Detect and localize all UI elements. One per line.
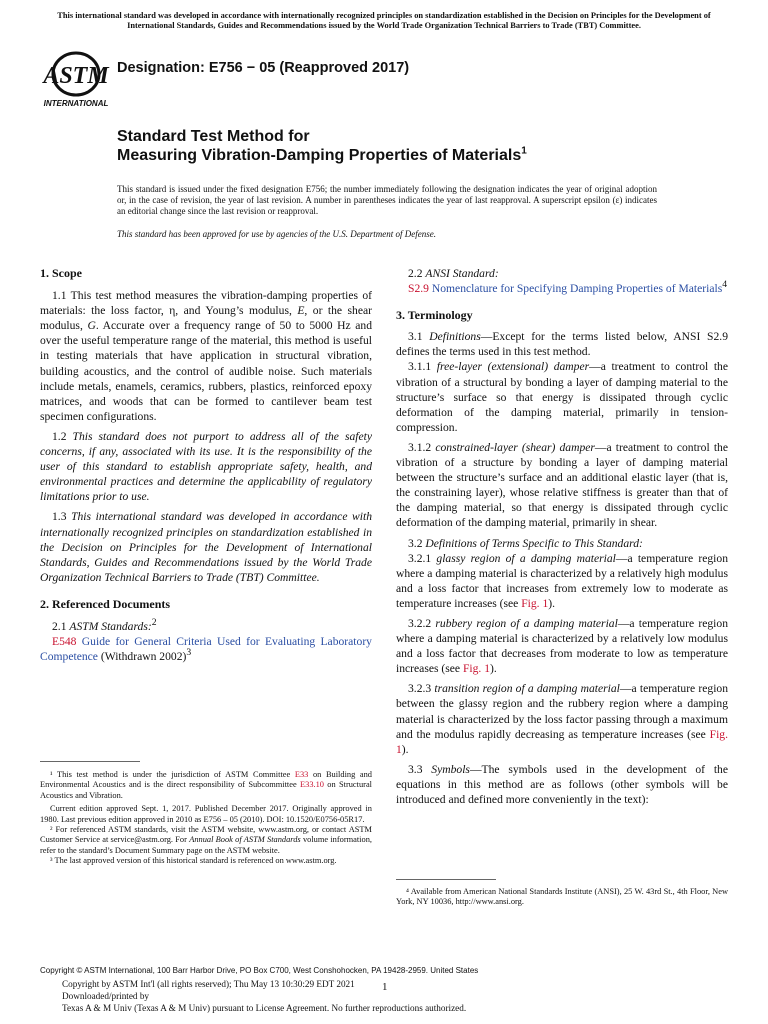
para-3-1-2: 3.1.2 constrained-layer (shear) damper—a treatment to control the vibration of a structure by bonding a layer of damping material between the structure’s surface and an additional elastic layer (that is, the constraining layer), whose relative stiffness is greater than that of the damping material, so that energy is dissipated through cyclic deformation of the damping material, primarily in shear.	[396, 440, 728, 530]
e33-link[interactable]: E33	[294, 770, 309, 779]
astm-logo-icon	[40, 50, 112, 108]
e548-link[interactable]: E548	[52, 635, 77, 649]
download-notice	[62, 978, 466, 1015]
download-line-2: Downloaded/printed by	[62, 991, 150, 1002]
title-text: Measuring Vibration-Damping Properties of Materials	[117, 147, 522, 164]
copyright-line: Copyright © ASTM International, 100 Barr Harbor Drive, PO Box C700, West Conshohocken, PA 19428-2959. United States	[40, 966, 479, 975]
footnote-rule-left	[40, 761, 140, 762]
e548-title-link[interactable]: Guide for General Criteria Used for Evaluating Laboratory Competence	[40, 635, 372, 664]
right-column	[396, 266, 728, 807]
para-1-2: 1.2 This standard does not purport to address all of the safety concerns, if any, associated with its use. It is the responsibility of the user of this standard to establish appropriate safety, health, and environmental practices and determine the applicability of regulatory limitations prior to use.	[40, 429, 373, 504]
fig-1-link[interactable]: Fig. 1	[462, 662, 491, 676]
fig-1-link[interactable]: Fig. 1	[521, 596, 549, 610]
right-footnotes	[396, 887, 728, 908]
left-footnotes	[40, 770, 372, 867]
title-line-2	[117, 147, 527, 165]
download-line-3: Texas A & M Univ (Texas A & M Univ) pursuant to License Agreement. No further reproductions authorized.	[62, 1003, 467, 1014]
para-2-1: 2.1 ASTM Standards:$^2$	[52, 617, 157, 633]
standard-note: This standard is issued under the fixed designation E756; the number immediately following the designation indicates the year of original adoption or, in the case of revision, the year of last revision. A number in parentheses indicates the year of last reapproval. A superscript epsilon (ε) indicates an editorial change since the last revision or reapproval.	[117, 184, 657, 216]
footnote-1-edition: Current edition approved Sept. 1, 2017. Published December 2017. Originally approved in 1980. Last previous edition approved in 2010 as E756 – 05 (2010). DOI: 10.1520/E0756-05R17.	[40, 804, 372, 824]
page-number: 1	[382, 981, 388, 993]
s2-9-link[interactable]: S2.9	[408, 282, 429, 296]
section-1-heading: 1. Scope	[40, 266, 82, 280]
intro-note: This international standard was developed in accordance with internationally recognized principles on standardization established in the Decision on Principles for the Development of International Standards, Guides and Recommendations issued by the World Trade Organization Technical Barriers to Trade (TBT) Committee.	[57, 11, 711, 31]
dod-note: This standard has been approved for use by agencies of the U.S. Department of Defense.	[117, 229, 437, 239]
section-2-heading: 2. Referenced Documents	[40, 596, 171, 611]
logo-letters: ASTM	[43, 63, 109, 89]
title-line-1: Standard Test Method for	[117, 128, 310, 145]
para-2-2: 2.2 ANSI Standard:	[408, 267, 499, 280]
footnote-1: ¹ This test method is under the jurisdiction of ASTM Committee E33 on Building and Environmental Acoustics and is the direct responsibility of Subcommittee E33.10 on Structural Acoustics and Vibration.	[40, 770, 372, 800]
footnote-2: ² For referenced ASTM standards, visit the ASTM website, www.astm.org, or contact ASTM Customer Service at service@astm.org. For Annual Book of ASTM Standards volume information, refer to the standard’s Document Summary page on the ASTM website.	[40, 825, 372, 855]
para-3-3: 3.3 Symbols—The symbols used in the development of the equations in this method are as follows (other symbols will be introduced and defined more conveniently in the text):	[396, 762, 728, 806]
footnote-rule-right	[396, 879, 496, 880]
download-line-1: Copyright by ASTM Int'l (all rights reserved); Thu May 13 10:30:29 EDT 2021	[62, 979, 355, 989]
ref-e548: E548 Guide for General Criteria Used for Evaluating Laboratory Competence (Withdrawn 2002)$^3$	[40, 635, 372, 664]
astm-logo	[40, 50, 112, 108]
section-3-heading: 3. Terminology	[396, 308, 473, 323]
para-3-1-1: 3.1.1 free-layer (extensional) damper—a treatment to control the vibration of a structural by bonding a layer of damping material to the structure’s surface so that energy is dissipated through cyclic deformation of the damping material, primarily in tension-compression.	[396, 360, 728, 434]
footnote-3: ³ The last approved version of this historical standard is referenced on www.astm.org.	[50, 856, 337, 866]
para-3-2-2: 3.2.2 rubbery region of a damping material—a temperature region where a damping material is characterized by a relatively low modulus and a loss factor that decreases from moderate to low as temperature increases (see Fig. 1).	[396, 616, 728, 676]
left-column	[40, 266, 372, 664]
footnote-4: ⁴ Available from American National Standards Institute (ANSI), 25 W. 43rd St., 4th Floor, New York, NY 10036, http://www.ansi.org.	[396, 887, 728, 907]
ref-s2-9: S2.9 Nomenclature for Specifying Damping Properties of Materials$^4$	[408, 279, 728, 296]
fig-1-link[interactable]: Fig. 1	[396, 727, 728, 756]
para-1-3: 1.3 This international standard was developed in accordance with internationally recognized principles on standardization established in the Decision on Principles for the Development of International Standards, Guides and Recommendations issued by the World Trade Organization Technical Barriers to Trade (TBT) Committee.	[40, 510, 372, 584]
para-3-2: 3.2 Definitions of Terms Specific to This Standard:	[408, 536, 643, 550]
title-footnote-ref: 1	[521, 145, 527, 157]
para-1-1: 1.1 This test method measures the vibration-damping properties of materials: the loss factor, η, and Young’s modulus, E, or the shear modulus, G. Accurate over a frequency range of 50 to 5000 Hz and over the useful temperature range of the material, this method is useful in testing materials that have application in structural vibration, building acoustics, and the control of audible noise. Such materials include metals, enamels, ceramics, rubbers, plastics, reinforced epoxy matrices, and woods that can be formed to cantilever beam test specimen configurations.	[40, 289, 372, 423]
s2-9-title-link[interactable]: Nomenclature for Specifying Damping Properties of Materials	[431, 282, 723, 296]
designation: Designation: E756 − 05 (Reapproved 2017)	[117, 60, 410, 76]
para-3-1: 3.1 Definitions—Except for the terms listed below, ANSI S2.9 defines the terms used in this test method.	[396, 330, 728, 359]
para-3-2-3: 3.2.3 transition region of a damping material—a temperature region between the glassy region and the rubbery region where a damping material is characterized by the loss factor passing through a maximum and the modulus rapidly decreasing as temperature increases (see Fig. 1).	[396, 682, 729, 756]
para-3-2-1: 3.2.1 glassy region of a damping material—a temperature region where a damping material is characterized by a relatively high modulus and a loss factor that increases from extremely low to moderate as temperature increases (see Fig. 1).	[396, 551, 729, 610]
logo-word: INTERNATIONAL	[43, 99, 109, 108]
e33-10-link[interactable]: E33.10	[300, 780, 324, 790]
